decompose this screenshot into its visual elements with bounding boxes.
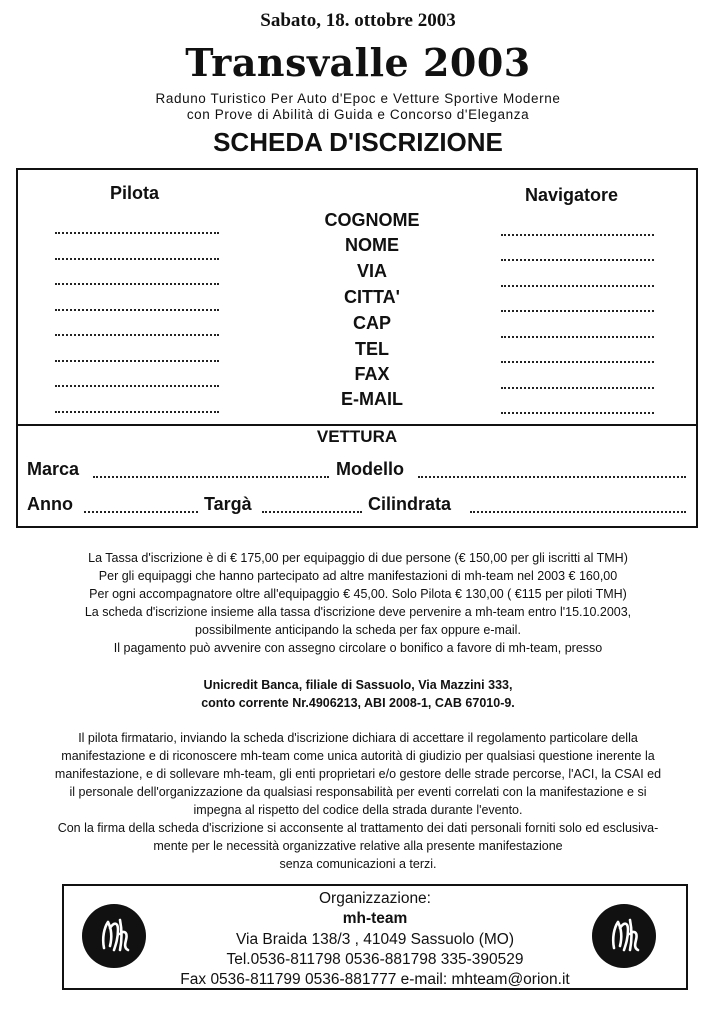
bank-line: conto corrente Nr.4906213, ABI 2008-1, CAB 67010-9. (201, 696, 515, 710)
organization-heading: Organizzazione: (318, 890, 431, 907)
marca-label: Marca (27, 459, 80, 479)
organization-name: mh-team (342, 910, 408, 927)
anno-line[interactable] (84, 511, 198, 513)
organization-address: Via Braida 138/3 , 41049 Sassuolo (MO) (235, 931, 515, 948)
pilota-cap-line[interactable] (55, 334, 219, 336)
navigatore-email-line[interactable] (501, 412, 654, 414)
bank-line: Unicredit Banca, filiale di Sassuolo, Via Mazzini 333, (203, 678, 513, 692)
disclaimer-line: impegna al rispetto del codice della strada durante l'evento. (193, 803, 523, 817)
disclaimer-line: senza comunicazioni a terzi. (279, 857, 437, 871)
cilindrata-label: Cilindrata (368, 494, 452, 514)
fee-line: possibilmente anticipando la scheda per fax oppure e-mail. (195, 623, 521, 637)
pilota-citta-line[interactable] (55, 309, 219, 311)
navigatore-cap-line[interactable] (501, 336, 654, 338)
disclaimer-line: manifestazione e di riconoscere mh-team come unica autorità di giudizio per qualsiasi questione inerente la (61, 749, 655, 763)
pilota-cognome-line[interactable] (55, 232, 219, 234)
field-label-tel: TEL (355, 339, 389, 359)
navigatore-nome-line[interactable] (501, 259, 654, 261)
organization-box (62, 884, 688, 990)
organization-phones: Tel.0536-811798 0536-881798 335-390529 (226, 951, 524, 968)
fee-line: Per gli equipaggi che hanno partecipato ad altre manifestazioni di mh-team nel 2003 € 160,00 (98, 569, 618, 583)
registration-form (16, 168, 698, 528)
marca-line[interactable] (93, 476, 329, 478)
pilota-tel-line[interactable] (55, 360, 219, 362)
navigatore-tel-line[interactable] (501, 361, 654, 363)
event-date: Sabato, 18. ottobre 2003 (260, 10, 456, 31)
anno-label: Anno (27, 494, 73, 514)
form-title: SCHEDA D'ISCRIZIONE (213, 127, 503, 157)
pilota-via-line[interactable] (55, 283, 219, 285)
pilota-fax-line[interactable] (55, 385, 219, 387)
fee-line: La scheda d'iscrizione insieme alla tassa d'iscrizione deve pervenire a mh-team entro l'15.10.2003, (84, 605, 632, 619)
field-label-citta: CITTA' (344, 287, 400, 307)
targa-line[interactable] (262, 511, 362, 513)
fee-line: La Tassa d'iscrizione è di € 175,00 per equipaggio di due persone (€ 150,00 per gli iscritti al TMH) (88, 551, 628, 565)
vettura-heading: VETTURA (316, 427, 398, 446)
pilota-nome-line[interactable] (55, 258, 219, 260)
navigatore-cognome-line[interactable] (501, 234, 654, 236)
event-subtitle-line1: Raduno Turistico Per Auto d'Epoc e Vetture Sportive Moderne (155, 91, 561, 106)
event-title: Transvalle 2003 (185, 40, 531, 85)
modello-line[interactable] (418, 476, 686, 478)
navigatore-fax-line[interactable] (501, 387, 654, 389)
field-label-nome: NOME (345, 235, 399, 255)
field-label-cognome: COGNOME (324, 210, 420, 230)
navigatore-heading: Navigatore (525, 185, 619, 205)
field-label-via: VIA (356, 261, 387, 281)
field-label-email: E-MAIL (341, 389, 403, 409)
disclaimer-line: il personale dell'organizzazione da qualsiasi responsabilità per eventi correlati con la manifestazione e si (69, 785, 647, 799)
event-subtitle-line2: con Prove di Abilità di Guida e Concorso d'Eleganza (186, 107, 530, 122)
targa-label: Targà (204, 494, 252, 514)
navigatore-citta-line[interactable] (501, 310, 654, 312)
navigatore-via-line[interactable] (501, 285, 654, 287)
disclaimer-line: Con la firma della scheda d'iscrizione si acconsente al trattamento dei dati personali forniti solo ed esclusiva- (57, 821, 659, 835)
pilota-email-line[interactable] (55, 411, 219, 413)
section-divider (18, 424, 696, 426)
fee-line: Per ogni accompagnatore oltre all'equipaggio € 45,00. Solo Pilota € 130,00 ( €115 per piloti TMH) (89, 587, 627, 601)
pilota-heading: Pilota (110, 183, 160, 203)
field-label-cap: CAP (352, 313, 391, 333)
disclaimer-line: Il pilota firmatario, inviando la scheda d'iscrizione dichiara di accettare il regolamento particolare della (78, 731, 638, 745)
organization-fax-email: Fax 0536-811799 0536-881777 e-mail: mhteam@orion.it (180, 971, 570, 988)
fee-line: Il pagamento può avvenire con assegno circolare o bonifico a favore di mh-team, presso (113, 641, 603, 655)
disclaimer-line: mente per le necessità organizzative relative alla presente manifestazione (153, 839, 563, 853)
cilindrata-line[interactable] (470, 511, 686, 513)
field-label-fax: FAX (354, 364, 390, 384)
modello-label: Modello (336, 459, 404, 479)
disclaimer-line: manifestazione, e di sollevare mh-team, gli enti proprietari e/o gestore delle strade percorse, l'ACI, la CSAI ed (54, 767, 662, 781)
